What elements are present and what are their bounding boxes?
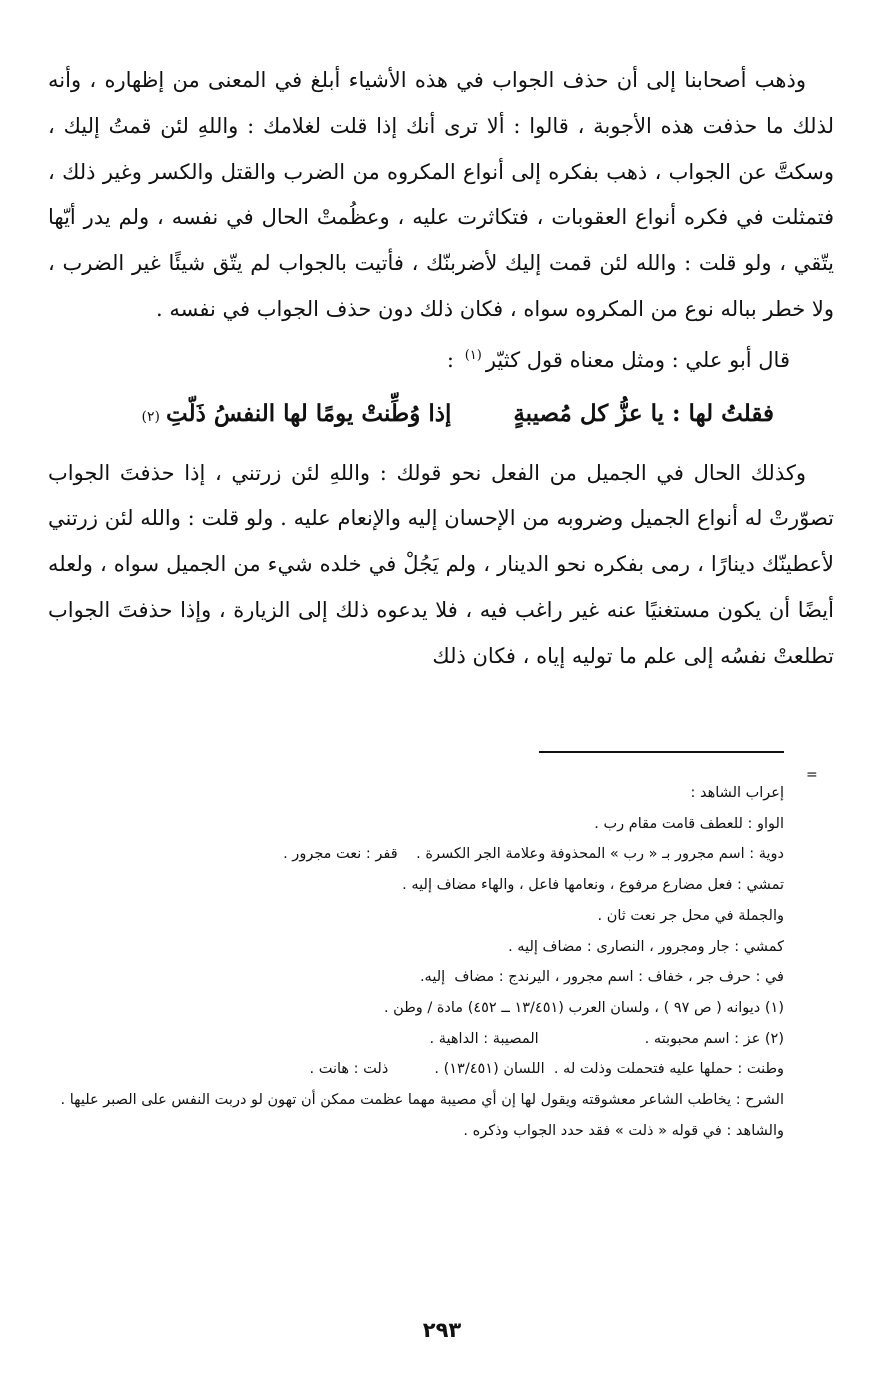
footnote-line: الشرح : يخاطب الشاعر معشوقته ويقول لها إن أي مصيبة مهما عظمت ممكن أن تهون لو دربت النفس على الصبر عليها . [60,1092,784,1109]
footnote-line: دوية : اسم مجرور بـ « رب » المحذوفة وعلامة الجر الكسرة . قفر : نعت مجرور . [283,846,784,863]
footnote-ref-2: (٢) [141,408,160,425]
footnotes [44,778,784,1146]
footnote-line: والجملة في محل جر نعت ثان . [597,907,784,924]
footnote-ref-1: (١) [464,347,482,363]
footnote-1: (١) ديوانه ( ص ٩٧ ) ، ولسان العرب (١٣/٤٥١ ــ ٤٥٢) مادة / وطن . [383,999,784,1016]
verse-first-hemistich: فقلتُ لها : يا عزُّ كل مُصيبةٍ [513,399,774,427]
page-number: ٢٩٣ [422,1318,462,1342]
footnote-line: إعراب الشاهد : [690,785,784,801]
verse-second-hemistich: إذا وُطِّنتْ يومًا لها النفسُ ذَلّتِ [165,399,452,427]
poetry-verse [48,386,834,445]
body-paragraph: وكذلك الحال في الجميل من الفعل نحو قولك : واللهِ لئن زرتني ، إذا حذفتَ الجواب تصوّرتْ له أنواع الجميل وضروبه من الإحسان إليه والإنعام عليه . ولو قلت : والله لئن زرتني لأعطينّك دينارًا ، رمى بفكره نحو الدينار ، ولم يَجُلْ في خلده شيء من الجميل سواه ، ولعله أيضًا أن يكون مستغنيًا عنه غير راغب فيه ، فلا يدعوه ذلك إلى الزيارة ، وإذا حذفتَ الجواب تطلعتْ نفسُه إلى علم ما توليه إياه ، فكان ذلك [48,460,834,668]
footnote-separator [539,751,784,753]
footnote-line: وطنت : حملها عليه فتحملت وذلت له . اللسان (١٣/٤٥١) . ذلت : هانت . [309,1061,784,1078]
footnote-line: كمشي : جار ومجرور ، النصارى : مضاف إليه . [508,938,784,955]
verse-attribution [48,333,834,384]
attribution-text: قال أبو علي : ومثل معناه قول كثيّر [485,347,790,372]
attribution-colon: : [446,347,454,372]
footnote-line: تمشي : فعل مضارع مرفوع ، ونعامها فاعل ، والهاء مضاف إليه . [402,877,784,894]
footnote-line: في : حرف جر ، خفاف : اسم مجرور ، اليرندج : مضاف إليه. [419,969,784,986]
margin-equal-mark: = [806,767,818,783]
footnote-2: (٢) عز : اسم محبوبته . المصيبة : الداهية . [429,1030,784,1047]
body-paragraph: وذهب أصحابنا إلى أن حذف الجواب في هذه الأشياء أبلغ في المعنى من إظهاره ، وأنه لذلك ما حذفت هذه الأجوبة ، قالوا : ألا ترى أنك إذا قلت لغلامك : واللهِ لئن قمتُ إليك ، وسكتَّ عن الجواب ، ذهب بفكره إلى أنواع المكروه من الضرب والقتل والكسر وغير ذلك ، فتمثلت في فكره أنواع العقوبات ، فتكاثرت عليه ، وعظُمتْ الحال في نفسه ، ولم يدر أيّها يتّقي ، ولو قلت : والله لئن قمت إليك لأضربنّك ، فأتيت بالجواب لم يتّق شيئًا غير الضرب ، ولا خطر بباله نوع من المكروه سواه ، فكان ذلك دون حذف الجواب في نفسه . [48,68,834,321]
footnote-line: الواو : للعطف قامت مقام رب . [594,815,784,832]
main-text [48,58,834,680]
footnote-line: والشاهد : في قوله « ذلت » فقد حدد الجواب وذكره . [463,1122,784,1139]
